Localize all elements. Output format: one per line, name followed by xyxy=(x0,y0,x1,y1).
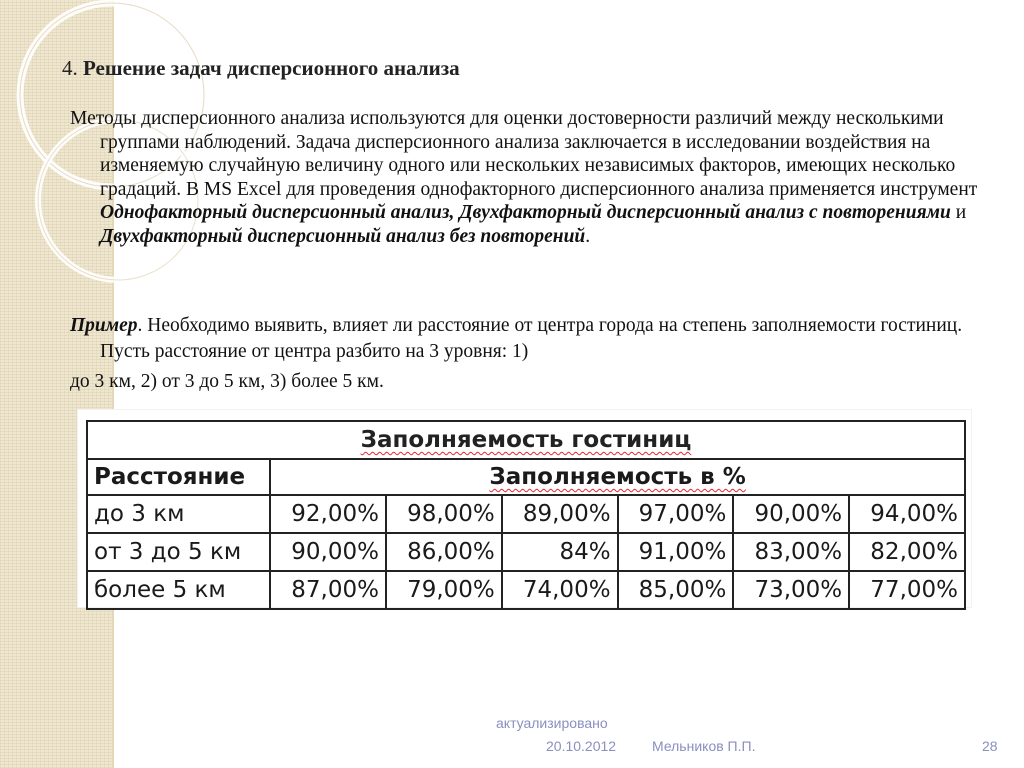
footer-page-number: 28 xyxy=(982,738,998,754)
table-cell: 86,00% xyxy=(386,533,502,571)
footer-date: 20.10.2012 xyxy=(546,738,617,754)
table-caption-row xyxy=(87,421,965,459)
header-values xyxy=(270,459,965,495)
paragraph-example xyxy=(70,313,1005,395)
table-cell: 98,00% xyxy=(386,495,502,533)
table-cell: 92,00% xyxy=(270,495,386,533)
table-cell: 84% xyxy=(502,533,618,571)
example-text: . Необходимо выявить, влияет ли расстояние от центра города на степень заполняемости гостиниц. Пусть расстояние от центра разбито на 3 уровня: 1) xyxy=(100,315,963,362)
example-lead: Пример xyxy=(70,315,138,336)
title-text: Решение задач дисперсионного анализа xyxy=(83,56,460,80)
occupancy-table xyxy=(86,420,966,610)
footer-author: Мельников П.П. xyxy=(652,738,756,754)
paragraph-end: . xyxy=(585,225,591,247)
table-row xyxy=(87,533,965,571)
table-row xyxy=(87,495,965,533)
table-cell: 77,00% xyxy=(849,571,965,609)
occupancy-table-image xyxy=(78,410,971,607)
table-cell: 94,00% xyxy=(849,495,965,533)
header-label: Расстояние xyxy=(87,459,270,495)
slide-title xyxy=(62,56,460,81)
table-cell: 83,00% xyxy=(733,533,849,571)
row-label: до 3 км xyxy=(87,495,270,533)
footer-updated-label: актуализировано xyxy=(496,715,608,731)
tool-name-2: Двухфакторный дисперсионный анализ без повторений xyxy=(100,225,586,247)
table-cell: 82,00% xyxy=(849,533,965,571)
paragraph-methods xyxy=(70,107,1005,248)
title-number: 4. xyxy=(62,56,78,80)
table-cell: 97,00% xyxy=(618,495,734,533)
table-row xyxy=(87,571,965,609)
table-cell: 90,00% xyxy=(733,495,849,533)
table-cell: 74,00% xyxy=(502,571,618,609)
table-cell: 79,00% xyxy=(386,571,502,609)
table-cell: 73,00% xyxy=(733,571,849,609)
table-caption-text: Заполняемость гостиниц xyxy=(360,427,692,453)
conjunction: и xyxy=(950,202,967,223)
table-cell: 85,00% xyxy=(618,571,734,609)
tool-name-1: Однофакторный дисперсионный анализ, Двухфакторный дисперсионный анализ с повторениями xyxy=(100,202,951,223)
table-cell: 91,00% xyxy=(618,533,734,571)
header-values-text: Заполняемость в % xyxy=(489,464,746,490)
paragraph-methods-text: Методы дисперсионного анализа используются для оценки достоверности различий между несколькими группами наблюдений. Задача дисперсионного анализа заключается в исследовании воздействия на изменяемую случайную величину одного или нескольких независимых факторов, имеющих несколько градаций. В MS Excel для проведения однофакторного дисперсионного анализа применяется инструмент xyxy=(70,108,978,200)
example-levels: до 3 км, 2) от 3 до 5 км, 3) более 5 км. xyxy=(70,371,384,392)
table-cell: 90,00% xyxy=(270,533,386,571)
row-label: более 5 км xyxy=(87,571,270,609)
table-cell: 87,00% xyxy=(270,571,386,609)
row-label: от 3 до 5 км xyxy=(87,533,270,571)
table-cell: 89,00% xyxy=(502,495,618,533)
table-caption xyxy=(87,421,965,459)
table-header-row xyxy=(87,459,965,495)
